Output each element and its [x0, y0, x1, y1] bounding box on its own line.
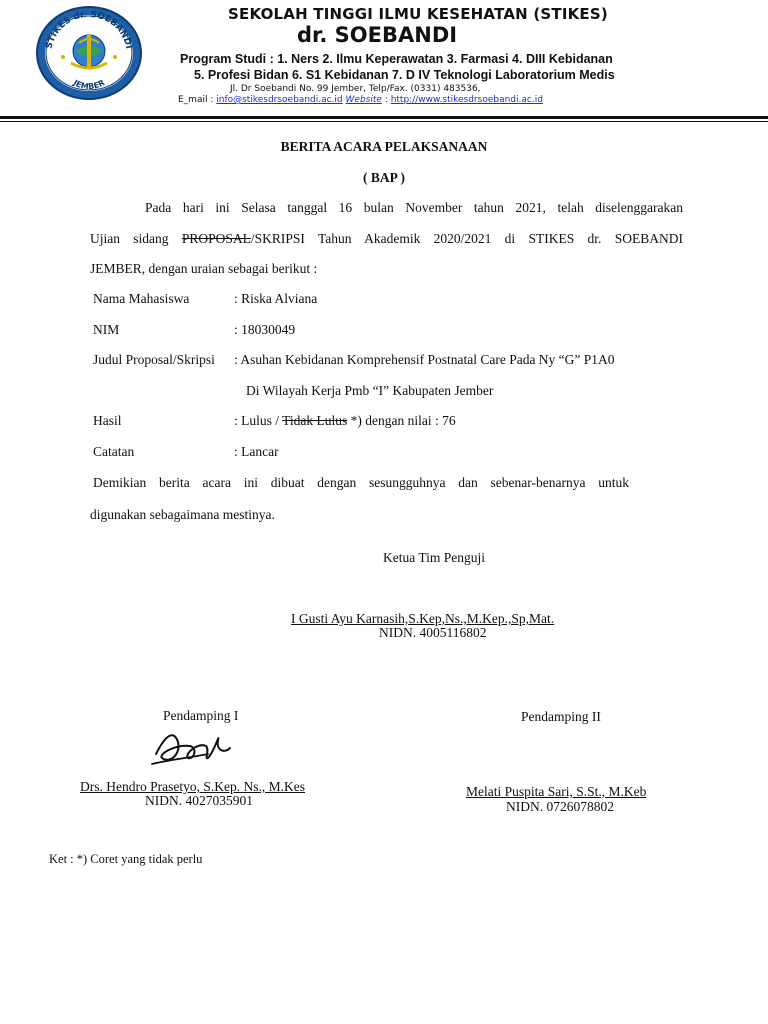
intro-exam-text: Ujian sidang — [90, 231, 182, 246]
pendamping-2-title: Pendamping II — [521, 709, 601, 724]
field-label-hasil: Hasil — [93, 413, 122, 428]
field-label-judul: Judul Proposal/Skripsi — [93, 352, 215, 367]
study-programs-line-2: 5. Profesi Bidan 6. S1 Kebidanan 7. D IV Teknologi Laboratorium Medis — [194, 68, 615, 82]
pendamping-1-title: Pendamping I — [163, 708, 239, 723]
field-value-judul-1: : Asuhan Kebidanan Komprehensif Postnatal Care Pada Ny “G” P1A0 — [234, 352, 615, 367]
email-link[interactable]: info@stikesdrsoebandi.ac.id — [216, 95, 343, 105]
study-programs-line-1: Program Studi : 1. Ners 2. Ilmu Keperawatan 3. Farmasi 4. DIII Kebidanan — [180, 52, 613, 66]
struck-proposal: PROPOSAL — [181, 231, 251, 246]
struck-tidak-lulus: Tidak Lulus — [282, 413, 348, 428]
field-label-catatan: Catatan — [93, 444, 135, 459]
email-label: E_mail : — [178, 95, 217, 105]
pendamping-1-name: Drs. Hendro Prasetyo, S.Kep. Ns., M.Kes — [80, 779, 305, 794]
website-label: Website — [345, 95, 382, 105]
header-rule-thin — [0, 121, 768, 122]
logo-text-top: STIKES dr. SOEBANDI — [44, 9, 134, 50]
header-rule-thick — [0, 116, 768, 119]
intro-line-3: JEMBER, dengan uraian sebagai berikut : — [90, 261, 318, 276]
closing-line-1: Demikian berita acara ini dibuat dengan sesungguhnya dan sebenar-benarnya untuk — [93, 475, 629, 490]
institution-name: SEKOLAH TINGGI ILMU KESEHATAN (STIKES) — [228, 5, 608, 23]
footnote: Ket : *) Coret yang tidak perlu — [49, 852, 203, 866]
hasil-lulus: : Lulus / — [234, 413, 283, 428]
pendamping-2-name: Melati Puspita Sari, S.St., M.Keb — [466, 784, 647, 799]
field-value-hasil — [234, 413, 456, 429]
address: Jl. Dr Soebandi No. 99 Jember, Telp/Fax. (0331) 483536, — [230, 84, 481, 94]
hasil-nilai: *) dengan nilai : 76 — [347, 413, 456, 428]
intro-line-1: Pada hari ini Selasa tanggal 16 bulan November tahun 2021, telah diselenggarakan — [145, 200, 683, 215]
field-value-nim: : 18030049 — [234, 322, 296, 337]
chair-title: Ketua Tim Penguji — [383, 550, 486, 565]
field-label-nim: NIM — [93, 322, 120, 337]
pendamping-1-nidn: NIDN. 4027035901 — [145, 793, 253, 808]
logo-text-bottom: JEMBER — [71, 78, 107, 92]
stikes-logo — [35, 5, 143, 101]
intro-line-2 — [90, 231, 683, 247]
intro-skripsi-text: /SKRIPSI Tahun Akademik 2020/2021 di STIKES dr. SOEBANDI — [250, 231, 683, 246]
contact-line — [178, 95, 543, 105]
institution-title: dr. SOEBANDI — [297, 23, 458, 47]
document-title: BERITA ACARA PELAKSANAAN — [280, 139, 488, 154]
closing-line-2: digunakan sebagaimana mestinya. — [90, 507, 275, 522]
pendamping-2-nidn: NIDN. 0726078802 — [506, 799, 614, 814]
document-subtitle: ( BAP ) — [363, 170, 405, 185]
field-label-nama: Nama Mahasiswa — [93, 291, 190, 306]
field-value-nama: : Riska Alviana — [234, 291, 318, 306]
website-separator: : — [381, 95, 391, 105]
website-link[interactable]: http://www.stikesdrsoebandi.ac.id — [390, 95, 543, 105]
field-value-judul-2: Di Wilayah Kerja Pmb “I” Kabupaten Jember — [246, 383, 494, 398]
chair-name: I Gusti Ayu Karnasih,S.Kep,Ns.,M.Kep.,Sp,Mat. — [291, 611, 555, 626]
signature-icon — [148, 724, 238, 774]
field-value-catatan: : Lancar — [234, 444, 279, 459]
chair-nidn: NIDN. 4005116802 — [379, 625, 487, 640]
